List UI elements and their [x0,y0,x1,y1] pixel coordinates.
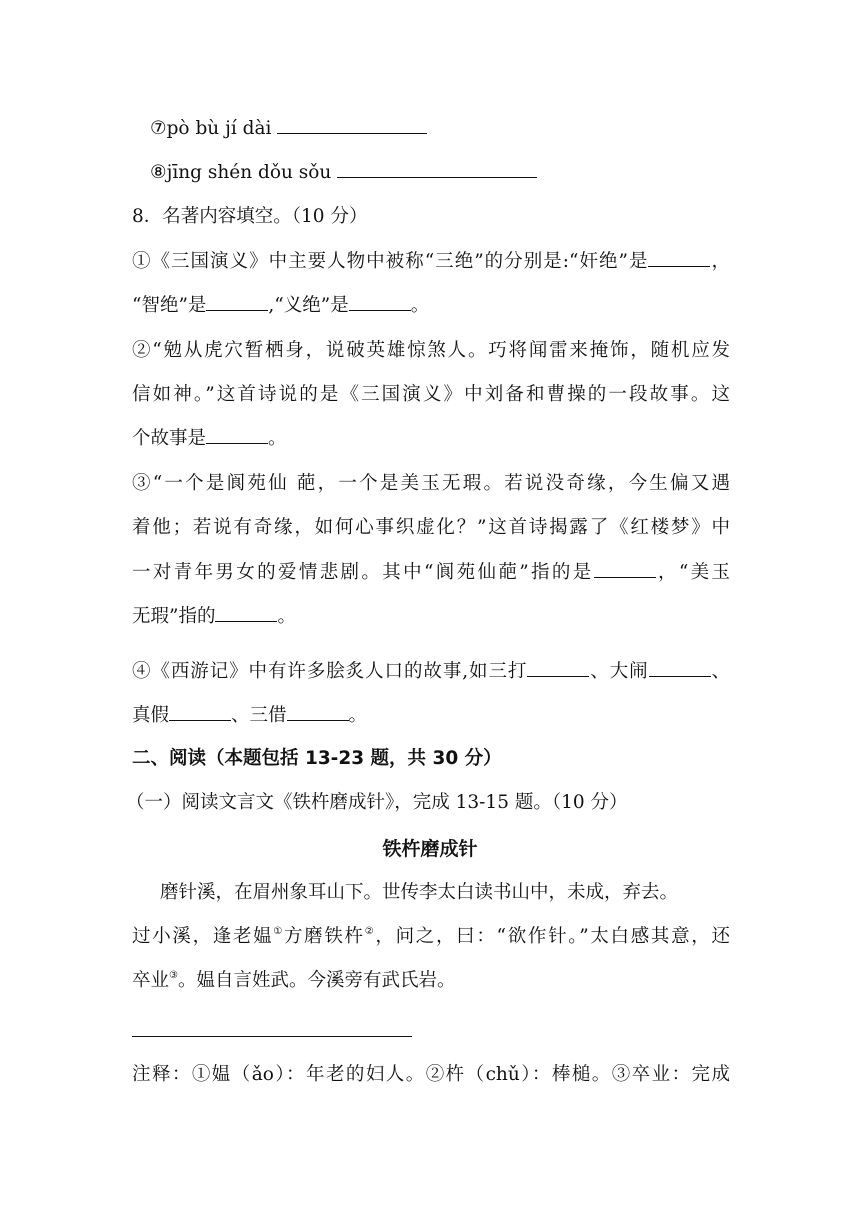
question-8-heading: 8．名著内容填空。（10 分） [132,206,368,227]
q8-p4-text: 真假 [132,705,170,726]
footnote-divider [132,1036,412,1037]
q8-p4-punct: 、 [710,661,730,682]
q8-part3-line1: ③“一个是阆苑仙 葩，一个是美玉无瑕。若说没奇缘，今生偏又遇 [132,473,730,494]
answer-blank-yijue[interactable] [349,292,411,311]
footnote-text: 注释：①媪（ǎo）：年老的妇人。②杵（chǔ）：棒槌。③卒业：完成 [132,1064,730,1085]
q8-part3-line4 [132,602,730,632]
q8-part3-line2: 着他；若说有奇缘，如何心事织虚化？”这首诗揭露了《红楼梦》中 [132,517,730,538]
answer-blank-jianjue[interactable] [648,248,710,267]
q8-p1-punct: 。 [410,295,430,316]
q8-p3-punct: 。 [277,606,296,627]
passage-text: ，问之，曰：“欲作针。”太白感其意，还 [375,926,730,947]
passage-text: 过小溪，逢老媪 [132,926,274,947]
q8-p3-text: 无瑕”指的 [132,606,216,627]
answer-blank[interactable] [337,159,537,178]
q8-part1-line1 [132,247,730,277]
q8-p1-text: ①《三国演义》中主要人物中被称“三绝”的分别是:“奸绝”是 [132,251,649,272]
q8-p4-punct: 。 [348,705,368,726]
footnote-marker-3: ③ [169,970,178,981]
q8-part1-line2 [132,291,730,321]
q8-part4-line1 [132,657,730,687]
section-2-heading: 二、阅读（本题包括 13-23 题，共 30 分） [132,748,502,769]
q8-part4-line2 [132,701,730,731]
pinyin-8-text: ⑧jīng shén dǒu sǒu [150,162,332,183]
footnote-marker-2: ② [364,926,376,937]
answer-blank-zhijue[interactable] [206,292,268,311]
answer-blank-sanda[interactable] [527,658,589,677]
answer-blank-sanjie[interactable] [287,702,349,721]
passage-title: 铁杵磨成针 [382,838,478,860]
q8-part3-line3 [132,558,730,588]
q8-p3-text: 一对青年男女的爱情悲剧。其中“阆苑仙葩”指的是 [132,562,594,583]
pinyin-item-7 [150,114,748,144]
answer-blank-langyuan[interactable] [594,559,656,578]
q8-p1-text: ,“义绝”是 [268,295,349,316]
pinyin-7-text: ⑦pò bù jí dài [150,118,272,139]
pinyin-item-8 [150,158,748,188]
q8-p1-punct: ， [710,251,730,272]
q8-part2-line2: 信如神。”这首诗说的是《三国演义》中刘备和曹操的一段故事。这 [132,384,730,405]
q8-p2-text: 个故事是 [132,428,207,449]
q8-p1-text: “智绝”是 [132,295,207,316]
q8-part2-line1: ②“勉从虎穴暂栖身，说破英雄惊煞人。巧将闻雷来掩饰，随机应发 [132,340,730,361]
footnote-marker-1: ① [273,926,284,937]
passage-line-2 [132,922,730,952]
q8-p2-punct: 。 [268,428,287,449]
q8-part2-line3 [132,424,730,454]
section-2-sub1: （一）阅读文言文《铁杵磨成针》，完成 13-15 题。（10 分） [126,792,628,813]
answer-blank[interactable] [277,115,427,134]
passage-text: 。媪自言姓武。今溪旁有武氏岩。 [177,970,456,991]
passage-text: 方磨铁杵 [283,926,365,947]
q8-p4-text: 、三借 [231,705,287,726]
q8-p3-text: ，“美玉 [655,562,730,583]
passage-text: 卒业 [132,970,170,991]
passage-line-3 [132,966,730,996]
q8-p4-text: 、大闹 [589,661,649,682]
answer-blank-story[interactable] [206,425,268,444]
q8-p4-text: ④《西游记》中有许多脍炙人口的故事,如三打 [132,661,528,682]
answer-blank-meiyu[interactable] [215,603,277,622]
answer-blank-danao[interactable] [649,658,711,677]
answer-blank-zhenjia[interactable] [169,702,231,721]
passage-line-1: 磨针溪，在眉州象耳山下。世传李太白读书山中，未成，弃去。 [160,882,679,903]
